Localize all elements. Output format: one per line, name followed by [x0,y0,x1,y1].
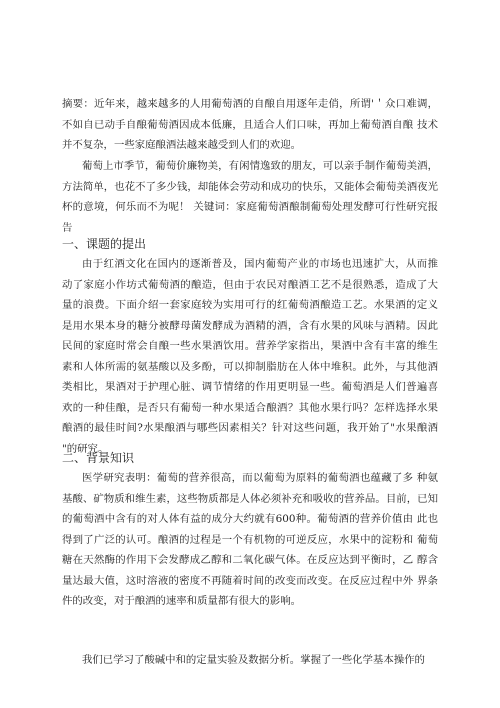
abstract-paragraph-2 [62,156,438,238]
section-2-body-2 [62,650,438,671]
section-2-body [62,468,438,612]
keywords: 关键词：家庭葡萄酒酿制葡萄处理发酵可行性研究报告 [62,201,438,234]
section-2-paragraph: 医学研究表明：葡萄的营养很高，而以葡萄为原料的葡萄酒也蕴藏了多 种氨基酸、矿物质和维生素，这些物质都是人体必须补充和吸收的营养品。目前，已知的葡萄酒中含有的对人体有益的成分大约就有600种。葡萄酒的营养价值由 此也得到了广泛的认可。酿酒的过程是一个有机物的可逆反应，水果中的淀粉和 葡萄糖在天然酶的作用下会发酵成乙醇和二氧化碳气体。在反应达到平衡时，乙 醇含量达最大值，这时溶液的密度不再随着时间的改变而改变。在反应过程中外 界条件的改变，对于酿酒的速率和质量都有很大的影响。 [62,472,438,607]
section-1-body [62,254,438,459]
section-1-paragraph: 由于红酒文化在国内的逐渐普及，国内葡萄产业的市场也迅速扩大，从而推 动了家庭小作坊式葡萄酒的酿造，但由于农民对酿酒工艺不是很熟悉，造成了大 量的浪费。下面介绍一套家庭较为实用可行的红葡萄酒酿造工艺。水果酒的定义 是用水果本身的糖分被酵母菌发酵成为酒精的酒，含有水果的风味与酒精。因此 民间的家庭时常会自酿一些水果酒饮用。营养学家指出，果酒中含有丰富的维生 素和人体所需的氨基酸以及多酚，可以抑制脂肪在人体中堆积。此外，与其他酒 类相比，果酒对于护理心脏、调节情绪的作用更明显一些。葡萄酒是人们普遍喜 欢的一种佳酿，是否只有葡萄一种水果适合酿酒？其他水果行吗？怎样选择水果 酿酒的最佳时间?水果酿酒与哪些因素相关？针对这些问题，我开始了"水果酿酒 "的研究。 [62,258,438,455]
abstract-paragraph: 摘要：近年来，越来越多的人用葡萄酒的自酿自用逐年走俏，所谓'＇众口难调，不如自已动手自酿葡萄酒因成本低廉，且适合人们口味，再加上葡萄酒自酿 技术并不复杂，一些家庭酿酒法越来越受到人们的欢迎。 [62,98,438,151]
abstract-text: 葡萄上市季节，葡萄价廉物美，有闲情逸致的朋友，可以亲手制作葡萄美酒，方法简单，也花不了多少钱，却能体会劳动和成功的快乐，又能体会葡萄美酒夜光 杯的意境，何乐而不为呢！ [62,160,438,213]
abstract-block [62,94,438,156]
section-heading-2: 二、背景知识 [62,451,135,465]
section-2-paragraph-2: 我们已学习了酸碱中和的定量实验及数据分析。掌握了一些化学基本操作的 [82,654,425,666]
section-heading-1: 一、课题的提出 [62,237,147,251]
abstract-block-2 [62,156,438,238]
